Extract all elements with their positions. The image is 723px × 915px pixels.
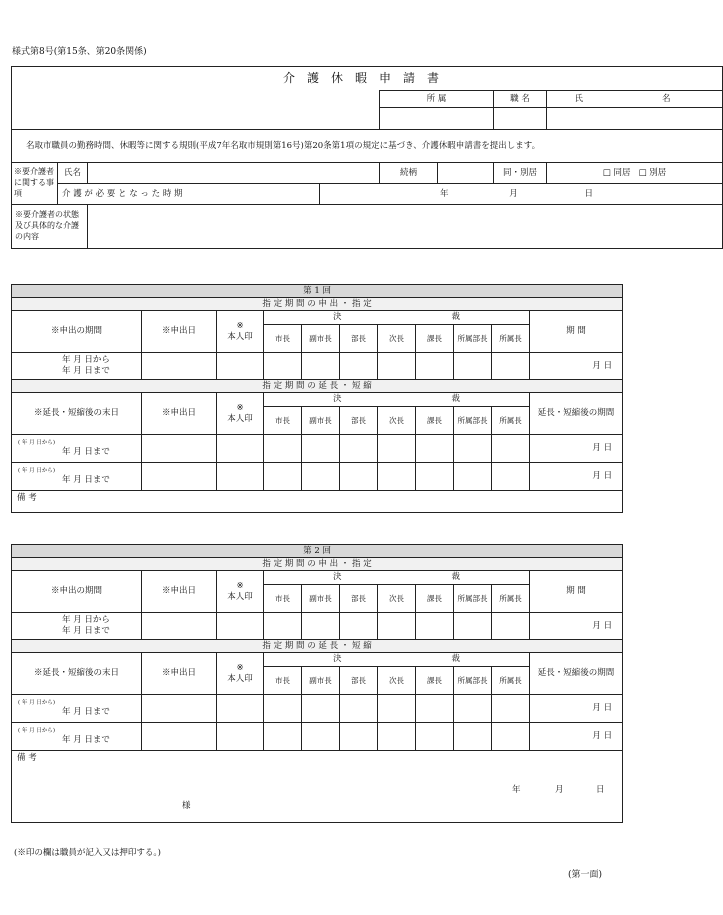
period-header: 期 間	[530, 311, 623, 353]
signature-area[interactable]	[12, 773, 623, 823]
remarks-field[interactable]: 備 考	[12, 491, 623, 513]
request-period-header: ※申出の期間	[12, 311, 142, 353]
approver-deputy-director: 次長	[378, 325, 416, 353]
care-recipient-label: ※要介護者に関する事項	[12, 163, 58, 205]
cohab-options[interactable]	[547, 163, 723, 184]
cohab-option-separate[interactable]: □ 別居	[638, 167, 667, 178]
approver-mayor: 市長	[264, 325, 302, 353]
dept-header: 所 属	[380, 91, 494, 108]
application-table	[11, 66, 723, 249]
sign-day: 日	[596, 784, 605, 795]
round-1-request-section: 指 定 期 間 の 申 出 ・ 指 定	[12, 298, 623, 311]
cohab-label: 同・別居	[494, 163, 547, 184]
date-day-label: 日	[584, 188, 593, 199]
form-number: 様式第8号(第15条、第20条関係)	[12, 47, 147, 57]
name-header-2: 名	[611, 91, 723, 108]
approver-director: 部長	[340, 325, 378, 353]
relation-label: 続柄	[380, 163, 438, 184]
relation-field[interactable]	[438, 163, 494, 184]
period-cell[interactable]: 月 日	[530, 353, 623, 380]
sign-year: 年	[512, 784, 521, 795]
dept-field[interactable]	[380, 108, 494, 130]
round-2-request-section: 指 定 期 間 の 申 出 ・ 指 定	[12, 558, 623, 571]
decision-header: 決 裁	[264, 311, 530, 325]
extension-end-header: ※延長・短縮後の末日	[12, 393, 142, 435]
round-1-table: 第 1 回 指 定 期 間 の 申 出 ・ 指 定 ※申出の期間 ※申出日 ※ 本人印 決 裁 期 間 市長 副市長 部長 次長 課長 所属部長 所属長 年 月 日から 年 月 日まで 月 日 指 定 期 間 の 延 長 ・ 短 縮 ※延長・短縮後の末日 ※申出日 ※ 本人印 決 裁 延長・短縮後の期間 市長 副市長 部長 次長 課長 所属部長 所属長 ( 年 月 日から) 年 月 日まで 月 日 ( 年 月 日から) 年 月 日まで 月 日 備 考	[11, 284, 623, 513]
page-label: (第一面)	[568, 870, 603, 880]
round-1-extension-section: 指 定 期 間 の 延 長 ・ 短 縮	[12, 380, 623, 393]
round-2-extension-section: 指 定 期 間 の 延 長 ・ 短 縮	[12, 640, 623, 653]
seal-header-2: ※ 本人印	[217, 393, 264, 435]
approver-dept-head: 所属部長	[454, 325, 492, 353]
extension-end-cell[interactable]: ( 年 月 日から) 年 月 日まで	[12, 435, 142, 463]
footer-note: (※印の欄は職員が記入又は押印する。)	[14, 848, 161, 858]
care-state-field[interactable]	[88, 205, 723, 249]
statement: 名取市職員の勤務時間、休暇等に関する規則(平成7年名取市規則第16号)第20条第1項の規定に基づき、介護休暇申請書を提出します。	[12, 130, 723, 163]
needed-period-label: 介 護 が 必 要 と な っ た 時 期	[58, 184, 320, 205]
form-title: 介護休暇申請書	[283, 71, 452, 85]
name-header-1: 氏	[547, 91, 611, 108]
care-recipient-name-field[interactable]	[88, 163, 380, 184]
seal-header: ※ 本人印	[217, 311, 264, 353]
extension-period-header: 延長・短縮後の期間	[530, 393, 623, 435]
round-2-title: 第 2 回	[12, 545, 623, 558]
round-2-table: 第 2 回 指 定 期 間 の 申 出 ・ 指 定 ※申出の期間 ※申出日 ※ 本人印 決 裁 期 間 市長 副市長 部長 次長 課長 所属部長 所属長 年 月 日から 年 月 日まで 月 日 指 定 期 間 の 延 長 ・ 短 縮 ※延長・短縮後の末日 ※申出日 ※ 本人印 決 裁 延長・短縮後の期間 市長 副市長 部長 次長 課長 所属部長 所属長 ( 年 月 日から) 年 月 日まで 月 日 ( 年 月 日から) 年 月 日まで 月 日 備 考 年 月 日 様	[11, 544, 623, 823]
request-period-cell[interactable]: 年 月 日から 年 月 日まで	[12, 353, 142, 380]
date-month-label: 月	[509, 188, 518, 199]
approver-unit-head: 所属長	[492, 325, 530, 353]
remarks-field-2[interactable]: 備 考	[12, 751, 623, 773]
sign-month: 月	[555, 784, 564, 795]
applicant-name-field[interactable]	[547, 108, 723, 130]
date-year-label: 年	[440, 188, 449, 199]
approver-deputy-mayor: 副市長	[302, 325, 340, 353]
cohab-option-together[interactable]: □ 同居	[602, 167, 631, 178]
request-date-header: ※申出日	[142, 311, 217, 353]
position-header: 職 名	[494, 91, 547, 108]
name-label: 氏名	[58, 163, 88, 184]
position-field[interactable]	[494, 108, 547, 130]
honorific: 様	[182, 800, 191, 811]
round-1-title: 第 1 回	[12, 285, 623, 298]
care-state-label: ※要介護者の状態及び具体的な介護の内容	[12, 205, 88, 249]
needed-period-date[interactable]	[320, 184, 723, 205]
request-date-header-2: ※申出日	[142, 393, 217, 435]
approver-section-chief: 課長	[416, 325, 454, 353]
decision-header-2: 決 裁	[264, 393, 530, 407]
